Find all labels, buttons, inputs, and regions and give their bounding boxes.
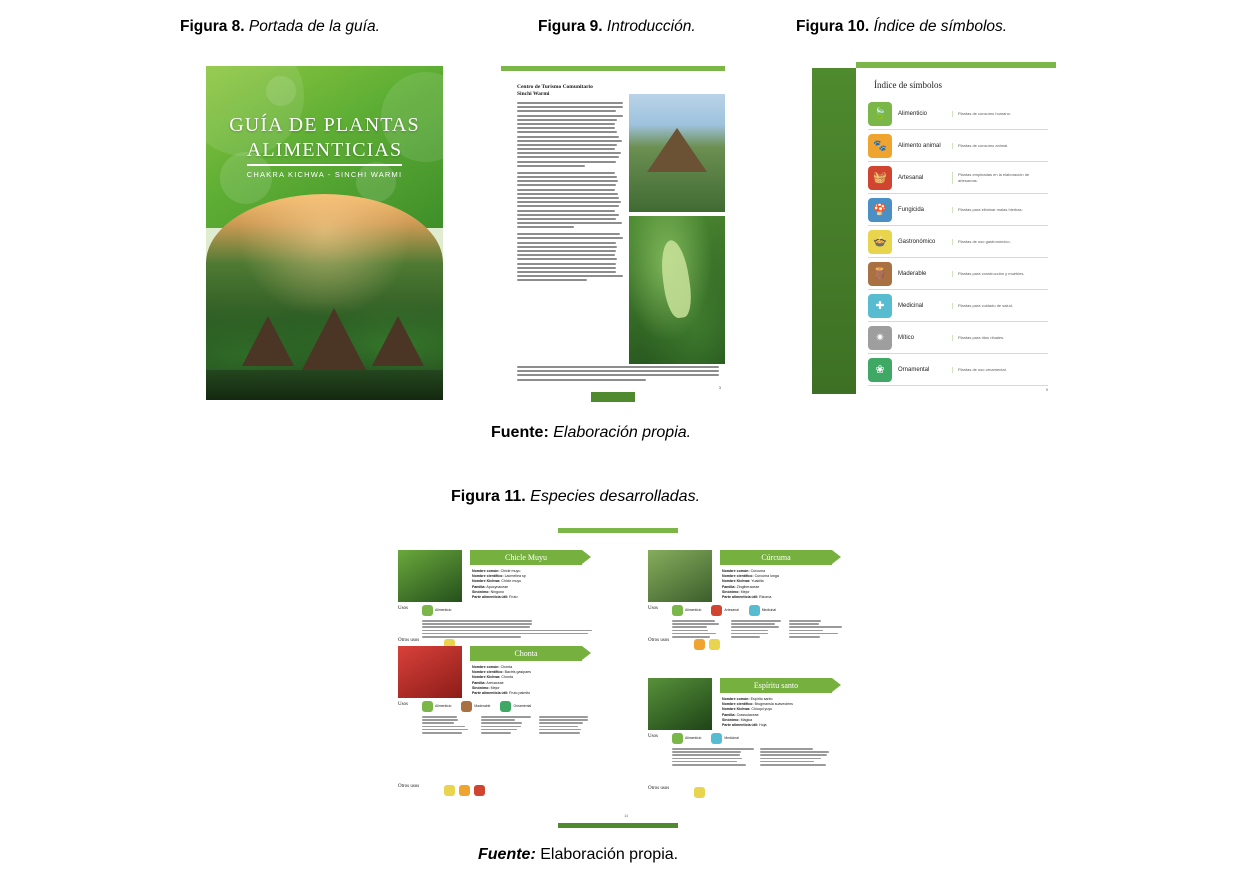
symbol-row — [868, 258, 1048, 290]
species-field: Nombre Kichwa: Chiuqui yuyu — [722, 707, 773, 712]
intro-heading-line-2: Sinchi Warmi — [517, 91, 550, 97]
text-line — [517, 263, 616, 265]
text-line — [789, 630, 822, 632]
text-line — [481, 726, 522, 728]
cover-subtitle: CHAKRA KICHWA - SINCHI WARMI — [246, 170, 403, 179]
text-line — [517, 214, 619, 216]
species-field: Sinónimo: Ninguno — [472, 589, 504, 594]
cover-photograph — [206, 194, 443, 400]
text-line — [517, 140, 622, 142]
text-line — [789, 620, 820, 622]
text-line — [422, 636, 521, 638]
text-line — [517, 205, 619, 207]
species-otros-usos-label: Otros usos — [398, 638, 420, 643]
text-line — [517, 176, 617, 178]
text-line — [517, 152, 621, 154]
symbol-row — [868, 98, 1048, 130]
intro-footer-text — [517, 366, 725, 383]
species-banner-wrap — [720, 550, 832, 565]
symbol-row — [868, 130, 1048, 162]
figure-symbols-index — [812, 62, 1056, 400]
text-line — [517, 218, 616, 220]
other-use-color-chip — [694, 639, 705, 650]
species-card — [398, 646, 598, 806]
species-field: Nombre Kichwa: Chicle muyu — [472, 579, 522, 584]
text-line — [422, 729, 468, 731]
text-line — [517, 271, 616, 273]
species-card — [398, 550, 598, 660]
text-line — [422, 623, 532, 625]
cover-title-line-1: GUÍA DE PLANTAS — [229, 114, 420, 136]
species-field: Parte alimenticia útil: Rizoma — [722, 595, 772, 600]
text-line — [760, 764, 826, 766]
text-line — [517, 180, 618, 182]
other-use-color-chip — [474, 785, 485, 796]
species-usos-label: Usos — [398, 606, 409, 611]
use-description-column — [481, 716, 534, 735]
text-line — [517, 258, 617, 260]
symbols-index-title: Índice de símbolos — [874, 80, 942, 90]
species-card — [648, 550, 848, 660]
use-tag — [711, 605, 738, 616]
symbol-row — [868, 162, 1048, 194]
use-color-chip — [461, 701, 472, 712]
cover-title — [206, 113, 443, 166]
use-description-column — [422, 716, 475, 735]
use-tag — [749, 605, 776, 616]
caption-figura-9-title: Introducción. — [606, 18, 696, 35]
symbol-description: Plantas empleadas en la elaboración de artesanías. — [952, 172, 1048, 184]
intro-paragraph — [517, 233, 623, 281]
text-line — [422, 626, 530, 628]
page-side-gap — [856, 68, 866, 394]
text-line — [731, 630, 769, 632]
species-field: Parte alimenticia útil: Fruto — [472, 595, 518, 600]
caption-fuente-1-text: Elaboración propia. — [553, 424, 692, 441]
intro-paragraph — [517, 172, 623, 228]
use-color-chip — [672, 733, 683, 744]
species-usos-list — [422, 701, 592, 712]
caption-fuente-2 — [478, 846, 678, 864]
use-description-column — [539, 716, 592, 735]
symbol-name: Artesanal — [898, 174, 924, 181]
species-otros-usos-chips — [694, 636, 724, 654]
symbol-fungicida-icon: 🍄 — [868, 198, 892, 222]
text-line — [517, 102, 623, 104]
text-line — [789, 633, 837, 635]
use-description-column — [672, 748, 754, 767]
symbol-maderable-icon: 🪵 — [868, 262, 892, 286]
page-bottom-bar — [558, 823, 678, 828]
text-line — [539, 722, 582, 724]
text-line — [422, 633, 588, 635]
text-line — [517, 156, 619, 158]
decorative-bubble — [356, 162, 396, 202]
text-line — [539, 732, 579, 734]
text-line — [517, 106, 623, 108]
other-use-color-chip — [459, 785, 470, 796]
symbol-description: Plantas para eliminar malas hierbas. — [952, 207, 1048, 213]
species-field: Nombre Kichwa: Chonta — [472, 675, 513, 680]
text-line — [481, 729, 517, 731]
species-fields — [722, 697, 834, 728]
symbol-alimenticio-icon: 🍃 — [868, 102, 892, 126]
species-otros-usos-label: Otros usos — [398, 784, 420, 789]
species-name-banner: Chonta — [470, 646, 582, 661]
species-use-descriptions — [672, 748, 842, 767]
use-label: Alimenticio — [685, 736, 702, 741]
text-line — [517, 172, 615, 174]
intro-paragraph — [517, 102, 623, 167]
species-otros-usos-chips — [694, 784, 709, 802]
species-field: Sinónimo: Mágica — [722, 717, 753, 722]
text-line — [422, 630, 592, 632]
symbol-description: Plantas para cuidado de salud. — [952, 303, 1048, 309]
text-line — [517, 210, 615, 212]
use-color-chip — [500, 701, 511, 712]
use-color-chip — [749, 605, 760, 616]
text-line — [760, 758, 821, 760]
text-line — [672, 751, 741, 753]
species-field: Nombre científico: Lacmellea sp — [472, 574, 526, 579]
text-line — [517, 148, 615, 150]
species-usos-label: Usos — [648, 734, 659, 739]
symbol-name: Alimento animal — [898, 142, 941, 149]
use-label: Alimenticio — [435, 704, 452, 709]
symbol-description: Plantas de uso gastronómico. — [952, 239, 1048, 245]
symbol-row — [868, 290, 1048, 322]
use-description-column — [760, 748, 842, 767]
text-line — [789, 626, 841, 628]
species-field: Familia: Arecaceae — [472, 680, 504, 685]
text-line — [517, 197, 619, 199]
text-line — [672, 626, 707, 628]
caption-fuente-2-label: Fuente: — [478, 846, 536, 863]
text-line — [517, 189, 615, 191]
text-line — [672, 620, 715, 622]
species-otros-usos-chips — [444, 782, 489, 800]
use-tag — [500, 701, 531, 712]
text-line — [672, 764, 746, 766]
species-field: Familia: Crassulaceae — [722, 712, 759, 717]
use-color-chip — [422, 701, 433, 712]
symbol-row — [868, 226, 1048, 258]
symbol-name: Medicinal — [898, 302, 924, 309]
use-tag — [672, 733, 701, 744]
text-line — [731, 620, 781, 622]
species-usos-list — [672, 733, 842, 744]
species-usos-list — [672, 605, 842, 616]
text-line — [539, 729, 580, 731]
symbol-gastronómico-icon: 🍲 — [868, 230, 892, 254]
species-field: Sinónimo: Mejor — [722, 589, 750, 594]
hut-icon — [372, 316, 424, 366]
cover-title-line-2: ALIMENTICIAS — [247, 138, 402, 166]
text-line — [517, 226, 574, 228]
symbol-row — [868, 322, 1048, 354]
text-line — [517, 184, 616, 186]
caption-figura-9-label: Figura 9. — [538, 18, 603, 35]
page-top-bar — [501, 66, 725, 71]
text-line — [517, 123, 615, 125]
text-line — [517, 374, 719, 376]
text-line — [517, 366, 719, 368]
text-line — [672, 633, 716, 635]
species-banner-wrap — [470, 646, 582, 661]
species-banner-wrap — [720, 678, 832, 693]
hut-icon — [302, 308, 366, 370]
text-line — [422, 719, 458, 721]
page-number: 3 — [718, 385, 721, 390]
caption-figura-10-title: Índice de símbolos. — [873, 18, 1008, 35]
species-field: Sinónimo: Mejor — [472, 685, 500, 690]
species-field: Nombre Kichwa: Yuakilla — [722, 579, 764, 584]
text-line — [481, 716, 531, 718]
symbol-ornamental-icon: ❀ — [868, 358, 892, 382]
text-line — [422, 726, 465, 728]
species-fields — [722, 569, 834, 600]
text-line — [789, 636, 820, 638]
page-number: 14 — [624, 814, 628, 818]
species-field: Nombre científico: Brugmansia suaveolens — [722, 702, 793, 707]
caption-figura-8-title: Portada de la guía. — [248, 18, 380, 35]
species-fields — [472, 665, 584, 696]
use-tag — [711, 733, 738, 744]
intro-text-column — [517, 102, 623, 364]
text-line — [672, 748, 754, 750]
species-card — [648, 678, 848, 808]
text-line — [672, 630, 708, 632]
text-line — [517, 267, 616, 269]
text-line — [539, 726, 578, 728]
use-label: Ornamental — [513, 704, 532, 709]
text-line — [517, 144, 617, 146]
text-line — [481, 722, 522, 724]
text-line — [517, 233, 620, 235]
use-tag — [672, 605, 701, 616]
text-line — [789, 623, 818, 625]
species-field: Nombre común: Cúrcuma — [722, 569, 766, 573]
symbol-description: Plantas de consumo animal. — [952, 143, 1048, 149]
species-photo — [648, 550, 712, 602]
symbol-description: Plantas de consumo humano. — [952, 111, 1048, 117]
symbol-name: Maderable — [898, 270, 927, 277]
use-label: Medicinal — [724, 736, 739, 741]
text-line — [517, 136, 619, 138]
symbol-row — [868, 354, 1048, 386]
use-color-chip — [711, 605, 722, 616]
caption-fuente-1-label: Fuente: — [491, 424, 549, 441]
symbol-name: Fungicida — [898, 206, 925, 213]
figure-guide-cover — [206, 66, 443, 400]
page-side-band — [812, 68, 856, 394]
text-line — [517, 131, 617, 133]
text-line — [517, 279, 587, 281]
caption-fuente-2-text: Elaboración propia. — [540, 846, 679, 863]
intro-photo-huts — [629, 94, 725, 212]
page-top-bar — [558, 528, 678, 533]
caption-fuente-1 — [491, 424, 691, 442]
page-top-bar — [856, 62, 1056, 68]
use-description-column — [789, 620, 842, 639]
species-usos-list — [422, 605, 592, 616]
use-label: Medicinal — [761, 608, 777, 613]
species-field: Nombre común: Chicle muyu — [472, 569, 521, 573]
species-photo — [648, 678, 712, 730]
use-label: Maderable — [474, 704, 491, 709]
species-usos-label: Usos — [398, 702, 409, 707]
use-color-chip — [711, 733, 722, 744]
hut-icon — [242, 316, 294, 366]
text-line — [517, 193, 618, 195]
text-line — [517, 254, 615, 256]
water-band — [206, 370, 443, 400]
text-line — [481, 732, 511, 734]
species-otros-usos-label: Otros usos — [648, 638, 670, 643]
symbol-medicinal-icon: ✚ — [868, 294, 892, 318]
species-field: Parte alimenticia útil: Fruto palmito — [472, 691, 531, 696]
species-field: Nombre científico: Bactris gasipaes — [472, 670, 531, 675]
species-otros-usos-label: Otros usos — [648, 786, 670, 791]
text-line — [481, 719, 515, 721]
symbol-name: Alimenticio — [898, 110, 928, 117]
text-line — [517, 161, 616, 163]
text-line — [672, 754, 740, 756]
text-line — [517, 222, 622, 224]
text-line — [422, 722, 454, 724]
species-use-descriptions — [422, 716, 592, 735]
other-use-color-chip — [444, 785, 455, 796]
use-color-chip — [672, 605, 683, 616]
text-line — [760, 761, 814, 763]
text-line — [517, 275, 623, 277]
species-field: Parte alimenticia útil: Hoja — [722, 723, 767, 728]
symbols-index-rows — [868, 98, 1048, 386]
text-line — [517, 201, 621, 203]
symbol-description: Plantas de uso ornamental. — [952, 367, 1048, 373]
caption-figura-11-title: Especies desarrolladas. — [530, 488, 701, 505]
text-line — [760, 754, 827, 756]
species-field: Familia: Zingiberaceae — [722, 584, 760, 589]
symbol-mítico-icon: ✷ — [868, 326, 892, 350]
text-line — [731, 636, 760, 638]
caption-figura-8 — [180, 18, 380, 36]
caption-figura-10-label: Figura 10. — [796, 18, 870, 35]
text-line — [517, 370, 719, 372]
page-bottom-bar — [591, 392, 635, 402]
species-field: Familia: Apocynaceae — [472, 584, 509, 589]
intro-photo-plant — [629, 216, 725, 364]
caption-figura-9 — [538, 18, 696, 36]
text-line — [517, 115, 623, 117]
species-field: Nombre científico: Curcuma longa — [722, 574, 779, 579]
decorative-bubble — [266, 76, 296, 106]
text-line — [731, 633, 768, 635]
intro-heading — [517, 84, 627, 98]
symbol-name: Gastronómico — [898, 238, 936, 245]
caption-figura-11 — [451, 488, 700, 506]
symbol-artesanal-icon: 🧺 — [868, 166, 892, 190]
other-use-color-chip — [709, 639, 720, 650]
text-line — [672, 761, 737, 763]
species-field: Nombre común: Chonta — [472, 665, 513, 669]
text-line — [517, 127, 615, 129]
figure-introduction-page — [495, 66, 731, 406]
text-line — [517, 165, 585, 167]
caption-figura-8-label: Figura 8. — [180, 18, 245, 35]
species-banner-wrap — [470, 550, 582, 565]
text-line — [539, 716, 588, 718]
text-line — [517, 246, 617, 248]
text-line — [422, 732, 462, 734]
text-line — [731, 623, 776, 625]
use-color-chip — [422, 605, 433, 616]
text-line — [422, 716, 457, 718]
species-photo — [398, 550, 462, 602]
use-label: Alimenticio — [685, 608, 702, 613]
use-description-column — [731, 620, 784, 639]
use-tag — [461, 701, 490, 712]
text-line — [672, 623, 719, 625]
text-line — [517, 119, 617, 121]
species-fields — [472, 569, 584, 600]
symbol-description: Plantas para ritos rituales. — [952, 335, 1048, 341]
species-field: Nombre común: Espíritu santo — [722, 697, 773, 701]
intro-heading-line-1: Centro de Turismo Comunitario — [517, 84, 593, 90]
other-use-color-chip — [694, 787, 705, 798]
text-line — [760, 748, 813, 750]
use-label: Artesanal — [724, 608, 739, 613]
symbol-name: Ornamental — [898, 366, 930, 373]
symbol-name: Mítico — [898, 334, 915, 341]
symbol-alimento-animal-icon: 🐾 — [868, 134, 892, 158]
symbol-row — [868, 194, 1048, 226]
text-line — [422, 620, 532, 622]
text-line — [517, 242, 616, 244]
species-photo — [398, 646, 462, 698]
page-number: 9 — [1045, 387, 1048, 392]
text-line — [517, 379, 646, 381]
text-line — [517, 110, 616, 112]
species-usos-label: Usos — [648, 606, 659, 611]
use-tag — [422, 605, 451, 616]
figure-species-spread — [390, 528, 860, 828]
text-line — [517, 250, 616, 252]
species-name-banner: Espíritu santo — [720, 678, 832, 693]
caption-figura-11-label: Figura 11. — [451, 488, 526, 505]
text-line — [731, 626, 779, 628]
caption-figura-10 — [796, 18, 1007, 36]
text-line — [672, 758, 742, 760]
use-tag — [422, 701, 451, 712]
text-line — [760, 751, 829, 753]
species-name-banner: Chicle Muyu — [470, 550, 582, 565]
text-line — [539, 719, 587, 721]
species-name-banner: Cúrcuma — [720, 550, 832, 565]
text-line — [517, 237, 623, 239]
use-label: Alimenticio — [435, 608, 452, 613]
symbol-description: Plantas para construcción y muebles. — [952, 271, 1048, 277]
